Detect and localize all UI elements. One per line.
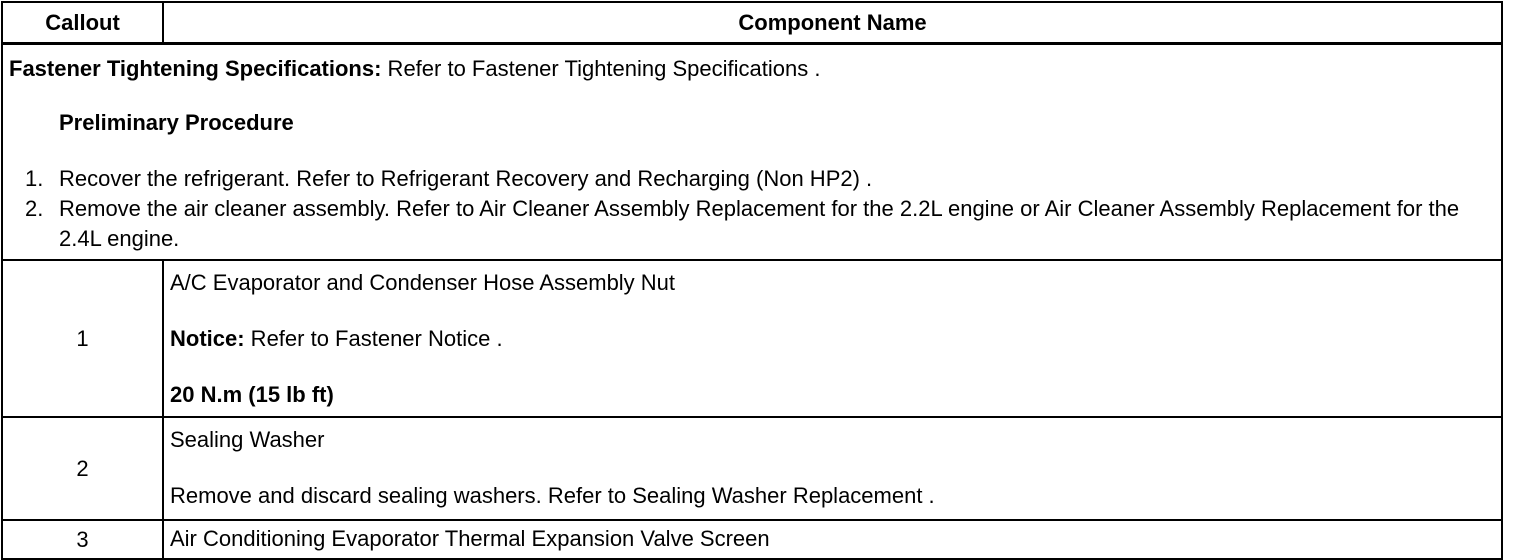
table-row bbox=[2, 417, 1502, 520]
component-name: A/C Evaporator and Condenser Hose Assembly Nut bbox=[170, 270, 676, 295]
header-callout: Callout bbox=[2, 2, 163, 44]
component-name: Sealing Washer bbox=[170, 427, 325, 452]
component-name: Air Conditioning Evaporator Thermal Expansion Valve Screen bbox=[170, 526, 770, 551]
preliminary-procedure-heading: Preliminary Procedure bbox=[59, 110, 294, 135]
table-header-row bbox=[2, 2, 1502, 44]
table-row bbox=[2, 260, 1502, 417]
step-text: Recover the refrigerant. Refer to Refrigerant Recovery and Recharging (Non HP2) . bbox=[59, 166, 873, 191]
step-text: Remove the air cleaner assembly. Refer to Air Cleaner Assembly Replacement for the 2.2L engine or Air Cleaner Assembly Replacement for the 2.4L engine. bbox=[59, 196, 1460, 251]
callout-cell: 3 bbox=[2, 520, 163, 559]
component-cell bbox=[163, 520, 1502, 559]
component-cell bbox=[163, 260, 1502, 417]
fastener-spec-line bbox=[9, 54, 1495, 84]
component-table bbox=[1, 1, 1503, 560]
procedure-steps bbox=[9, 164, 1495, 254]
component-cell bbox=[163, 417, 1502, 520]
notice-label: Notice: bbox=[170, 326, 245, 351]
notice-line bbox=[170, 324, 1495, 354]
step-number: 1. bbox=[25, 166, 44, 191]
fastener-spec-label: Fastener Tightening Specifications: bbox=[9, 56, 382, 81]
notice-text: Refer to Fastener Notice . bbox=[244, 326, 503, 351]
step-number: 2. bbox=[25, 196, 44, 221]
table-row bbox=[2, 520, 1502, 559]
intro-row bbox=[2, 44, 1502, 261]
procedure-step bbox=[9, 194, 1495, 254]
torque-spec: 20 N.m (15 lb ft) bbox=[170, 382, 334, 407]
callout-cell: 1 bbox=[2, 260, 163, 417]
intro-cell bbox=[2, 44, 1502, 261]
callout-cell: 2 bbox=[2, 417, 163, 520]
procedure-step bbox=[9, 164, 1495, 194]
header-component-name: Component Name bbox=[163, 2, 1502, 44]
instruction-text: Remove and discard sealing washers. Refer to Sealing Washer Replacement . bbox=[170, 483, 935, 508]
fastener-spec-text: Refer to Fastener Tightening Specifications . bbox=[381, 56, 821, 81]
